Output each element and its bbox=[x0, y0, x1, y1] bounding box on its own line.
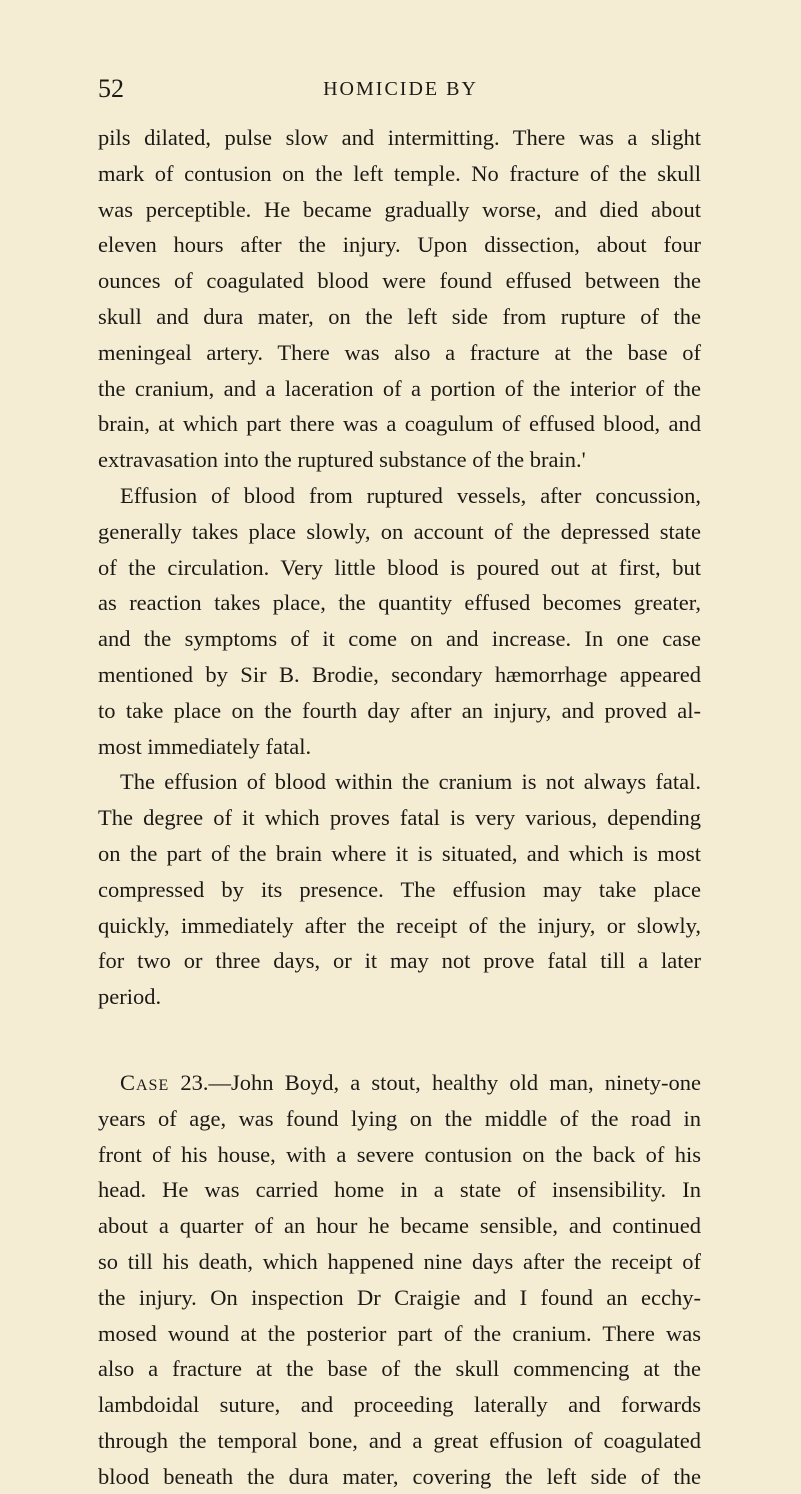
text-line: the injury. On inspection Dr Craigie and I found an ecchy- bbox=[98, 1284, 701, 1310]
text-line: period. bbox=[98, 984, 162, 1010]
text-line: on the part of the brain where it is situated, and which is most bbox=[98, 840, 701, 866]
text-line: eleven hours after the injury. Upon dissection, about four bbox=[98, 232, 701, 258]
text-line: as reaction takes place, the quantity effused becomes greater, bbox=[98, 590, 701, 616]
text-line: lambdoidal suture, and proceeding laterally and forwards bbox=[98, 1392, 701, 1418]
page-number: 52 bbox=[98, 74, 124, 103]
text-line: to take place on the fourth day after an injury, and proved al- bbox=[98, 697, 701, 723]
text-line: of the circulation. Very little blood is poured out at first, but bbox=[98, 554, 701, 580]
text-line: compressed by its presence. The effusion may take place bbox=[98, 876, 701, 902]
text-line: The effusion of blood within the cranium is not always fatal. bbox=[120, 769, 701, 795]
text-line: mosed wound at the posterior part of the cranium. There was bbox=[98, 1320, 701, 1346]
text-line: for two or three days, or it may not prove fatal till a later bbox=[98, 948, 701, 974]
text-line: through the temporal bone, and a great effusion of coagulated bbox=[98, 1427, 701, 1453]
paragraph-effusion bbox=[98, 478, 701, 764]
text-line: the cranium, and a laceration of a portion of the interior of the bbox=[98, 375, 701, 401]
text-line: mentioned by Sir B. Brodie, secondary hæmorrhage appeared bbox=[98, 661, 701, 687]
text-line: generally takes place slowly, on account of the depressed state bbox=[98, 518, 701, 544]
text-line: about a quarter of an hour he became sensible, and continued bbox=[98, 1213, 701, 1239]
text-line: mark of contusion on the left temple. No fracture of the skull bbox=[98, 160, 701, 186]
text-line: was perceptible. He became gradually worse, and died about bbox=[98, 196, 701, 222]
text-line: meningeal artery. There was also a fracture at the base of bbox=[98, 339, 701, 365]
text-line: blood beneath the dura mater, covering the left side of the bbox=[98, 1463, 701, 1489]
text-line: The degree of it which proves fatal is very various, depending bbox=[98, 805, 701, 831]
paragraph-continuation bbox=[98, 120, 701, 478]
text-line: years of age, was found lying on the middle of the road in bbox=[98, 1105, 701, 1131]
text-line: brain, at which part there was a coagulum of effused blood, and bbox=[98, 411, 701, 437]
text-line: extravasation into the ruptured substance of the brain.' bbox=[98, 447, 586, 473]
page-header bbox=[98, 74, 703, 104]
body-text bbox=[98, 120, 701, 1494]
text-line: head. He was carried home in a state of insensibility. In bbox=[98, 1177, 701, 1203]
paragraph-not-always-fatal bbox=[98, 764, 701, 1015]
text-line: and the symptoms of it come on and increase. In one case bbox=[98, 626, 701, 652]
text-line: so till his death, which happened nine days after the receipt of bbox=[98, 1248, 701, 1274]
text-line bbox=[98, 1065, 701, 1101]
text-line: also a fracture at the base of the skull commencing at the bbox=[98, 1356, 701, 1382]
text-line: Effusion of blood from ruptured vessels, after concussion, bbox=[120, 482, 701, 508]
case-label: Case bbox=[120, 1069, 170, 1095]
case-first-line: 23.—John Boyd, a stout, healthy old man, ninety-one bbox=[169, 1069, 701, 1095]
text-line: ounces of coagulated blood were found effused between the bbox=[98, 268, 701, 294]
text-line: most immediately fatal. bbox=[98, 733, 312, 759]
text-line: pils dilated, pulse slow and intermitting. There was a slight bbox=[98, 125, 701, 150]
paragraph-case-23 bbox=[98, 1065, 701, 1494]
text-line: skull and dura mater, on the left side from rupture of the bbox=[98, 303, 701, 329]
running-head: HOMICIDE BY bbox=[323, 78, 478, 100]
section-gap bbox=[98, 1015, 701, 1065]
text-line: front of his house, with a severe contusion on the back of his bbox=[98, 1141, 701, 1167]
text-line: quickly, immediately after the receipt of the injury, or slowly, bbox=[98, 912, 701, 938]
